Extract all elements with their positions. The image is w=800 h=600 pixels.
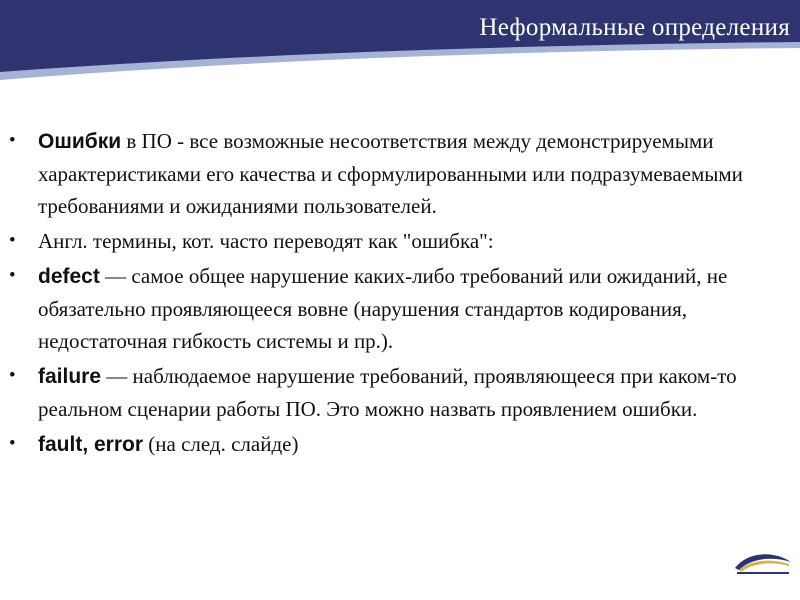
bullet-text: — наблюдаемое нарушение требований, проявляющееся при каком-то реальном сценарии работы ПО. Это можно назвать проявлением ошибки. [38,364,737,421]
bullet-text: в ПО - все возможные несоответствия между демонстрируемыми характеристиками его качества и сформулированными или подразумеваемыми требованиями и ожиданиями пользователей. [38,129,743,218]
list-item [0,125,800,222]
bullet-text: — самое общее нарушение каких-либо требований или ожиданий, не обязательно проявляющееся вовне (нарушения стандартов кодирования, недостаточная гибкость системы и пр.). [38,264,728,353]
bullet-term: defect [38,265,100,288]
bullet-text: (на след. слайде) [143,432,299,456]
slide-body [0,125,800,464]
list-item [0,225,800,257]
bullet-term: fault, error [38,433,144,456]
bullet-icon: • [9,230,16,251]
bullet-term: Ошибки [38,130,122,153]
bullet-list [0,125,800,461]
list-item [0,260,800,357]
bullet-text: Англ. термины, кот. часто переводят как "ошибка": [38,229,494,253]
bullet-icon: • [9,130,16,151]
bullet-icon: • [9,365,16,386]
bullet-icon: • [9,265,16,286]
page-title: Неформальные определения [479,14,790,41]
list-item [0,428,800,461]
list-item [0,360,800,425]
bullet-term: failure [38,365,102,388]
bullet-icon: • [9,433,16,454]
arc-logo-icon [733,548,793,576]
